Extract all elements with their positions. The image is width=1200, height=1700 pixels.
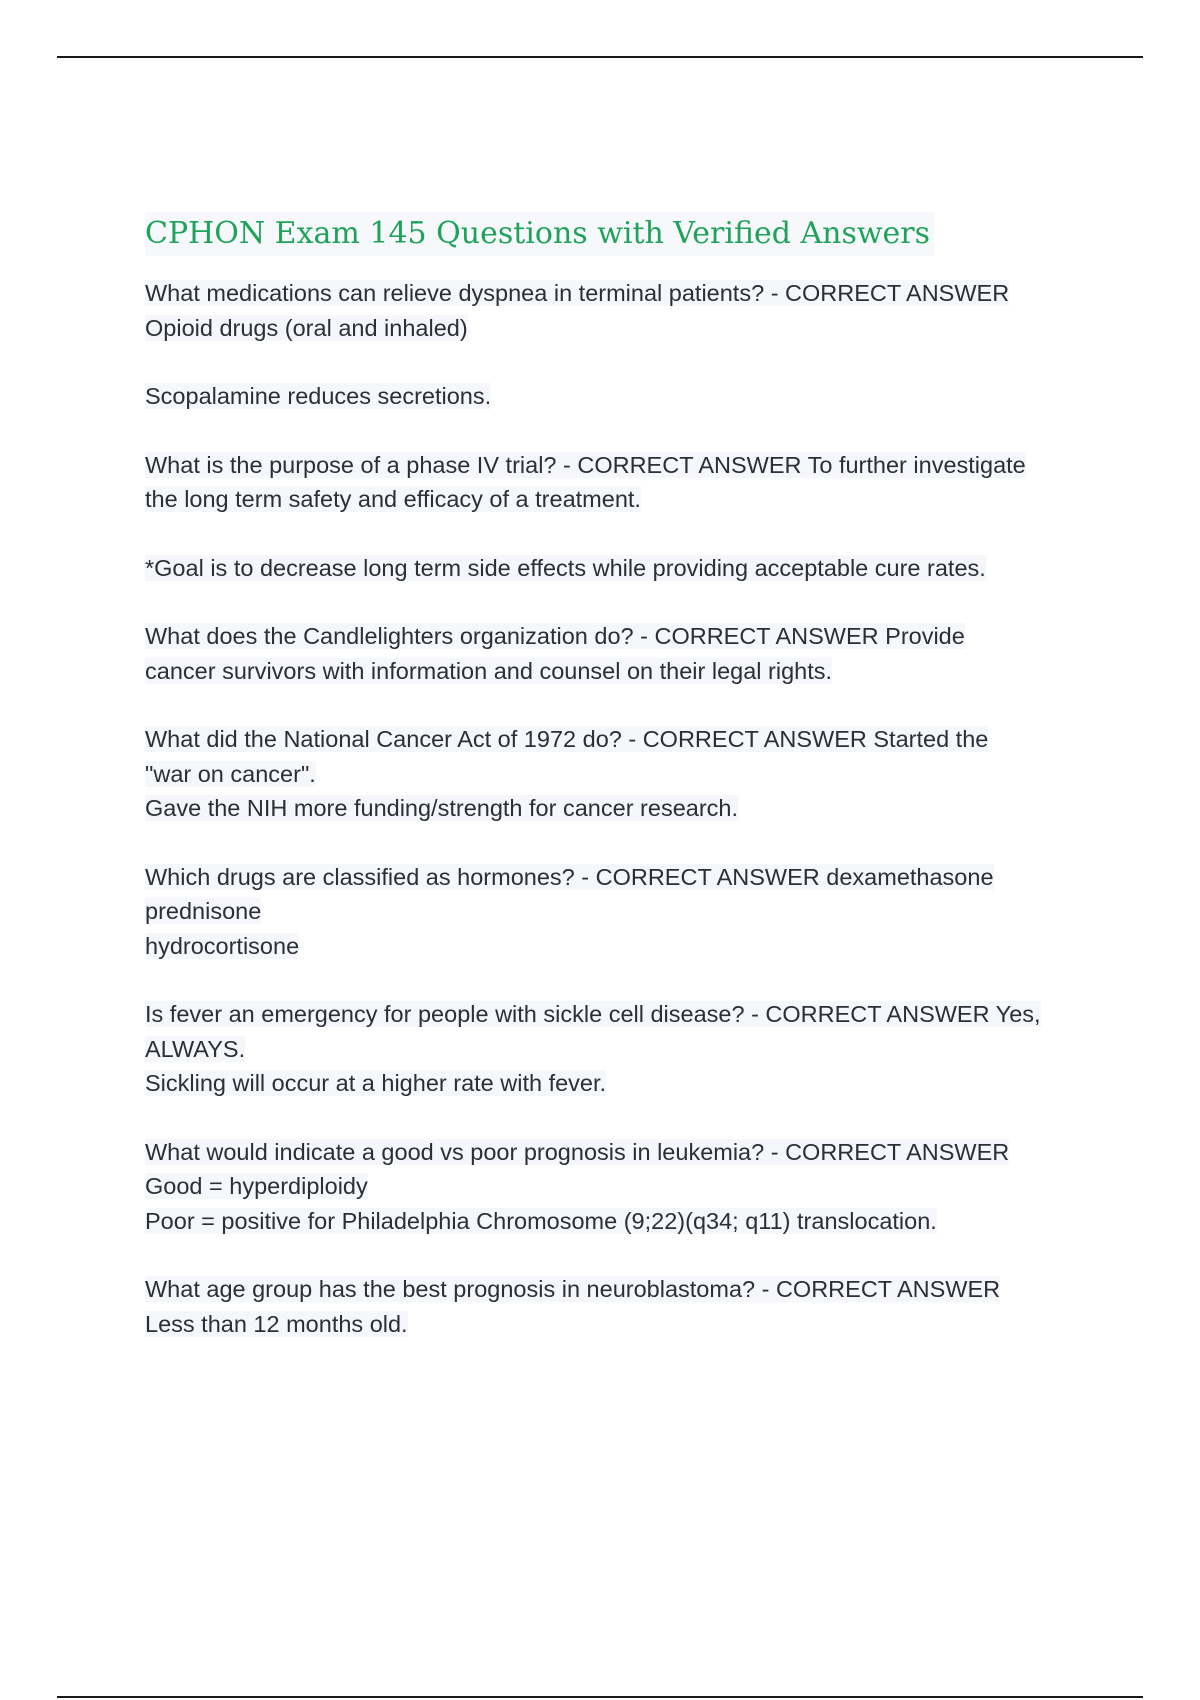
text-line: What would indicate a good vs poor prognosis in leukemia? - CORRECT ANSWER: [145, 1138, 1010, 1165]
text-line: Is fever an emergency for people with sickle cell disease? - CORRECT ANSWER Yes,: [145, 1001, 1041, 1027]
document-page: [145, 212, 1105, 1375]
text-line: "war on cancer".: [145, 760, 316, 787]
qa-block: [145, 1272, 1105, 1341]
text-line: prednisone: [145, 898, 262, 924]
text-line: Good = hyperdiploidy: [145, 1173, 368, 1199]
footer-rule: [57, 1696, 1143, 1698]
text-line: What is the purpose of a phase IV trial? - CORRECT ANSWER To further investigate: [145, 451, 1026, 478]
text-line: Sickling will occur at a higher rate with fever.: [145, 1070, 607, 1096]
text-line: What does the Candlelighters organization do? - CORRECT ANSWER Provide: [145, 623, 965, 649]
qa-block: [145, 860, 1105, 964]
text-line: What did the National Cancer Act of 1972 do? - CORRECT ANSWER Started the: [145, 726, 989, 752]
text-line: What medications can relieve dyspnea in terminal patients? - CORRECT ANSWER: [145, 280, 1010, 306]
qa-block: [145, 1135, 1105, 1239]
text-line: *Goal is to decrease long term side effects while providing acceptable cure rates.: [145, 554, 986, 581]
qa-block: [145, 379, 1105, 414]
text-line: Poor = positive for Philadelphia Chromosome (9;22)(q34; q11) translocation.: [145, 1207, 937, 1234]
document-title: CPHON Exam 145 Questions with Verified Answers: [145, 212, 934, 256]
text-line: Opioid drugs (oral and inhaled): [145, 314, 468, 341]
text-line: What age group has the best prognosis in neuroblastoma? - CORRECT ANSWER: [145, 1276, 1001, 1302]
qa-block: [145, 997, 1105, 1101]
text-line: hydrocortisone: [145, 932, 300, 959]
qa-block: [145, 276, 1105, 345]
text-line: the long term safety and efficacy of a treatment.: [145, 486, 641, 512]
text-line: Gave the NIH more funding/strength for cancer research.: [145, 795, 739, 821]
qa-block: [145, 551, 1105, 586]
qa-block: [145, 448, 1105, 517]
text-line: ALWAYS.: [145, 1035, 246, 1062]
text-line: cancer survivors with information and counsel on their legal rights.: [145, 657, 833, 684]
text-line: Scopalamine reduces secretions.: [145, 383, 492, 409]
qa-block: [145, 619, 1105, 688]
qa-block: [145, 722, 1105, 826]
text-line: Which drugs are classified as hormones? - CORRECT ANSWER dexamethasone: [145, 863, 994, 890]
text-line: Less than 12 months old.: [145, 1310, 408, 1337]
header-rule: [57, 56, 1143, 58]
